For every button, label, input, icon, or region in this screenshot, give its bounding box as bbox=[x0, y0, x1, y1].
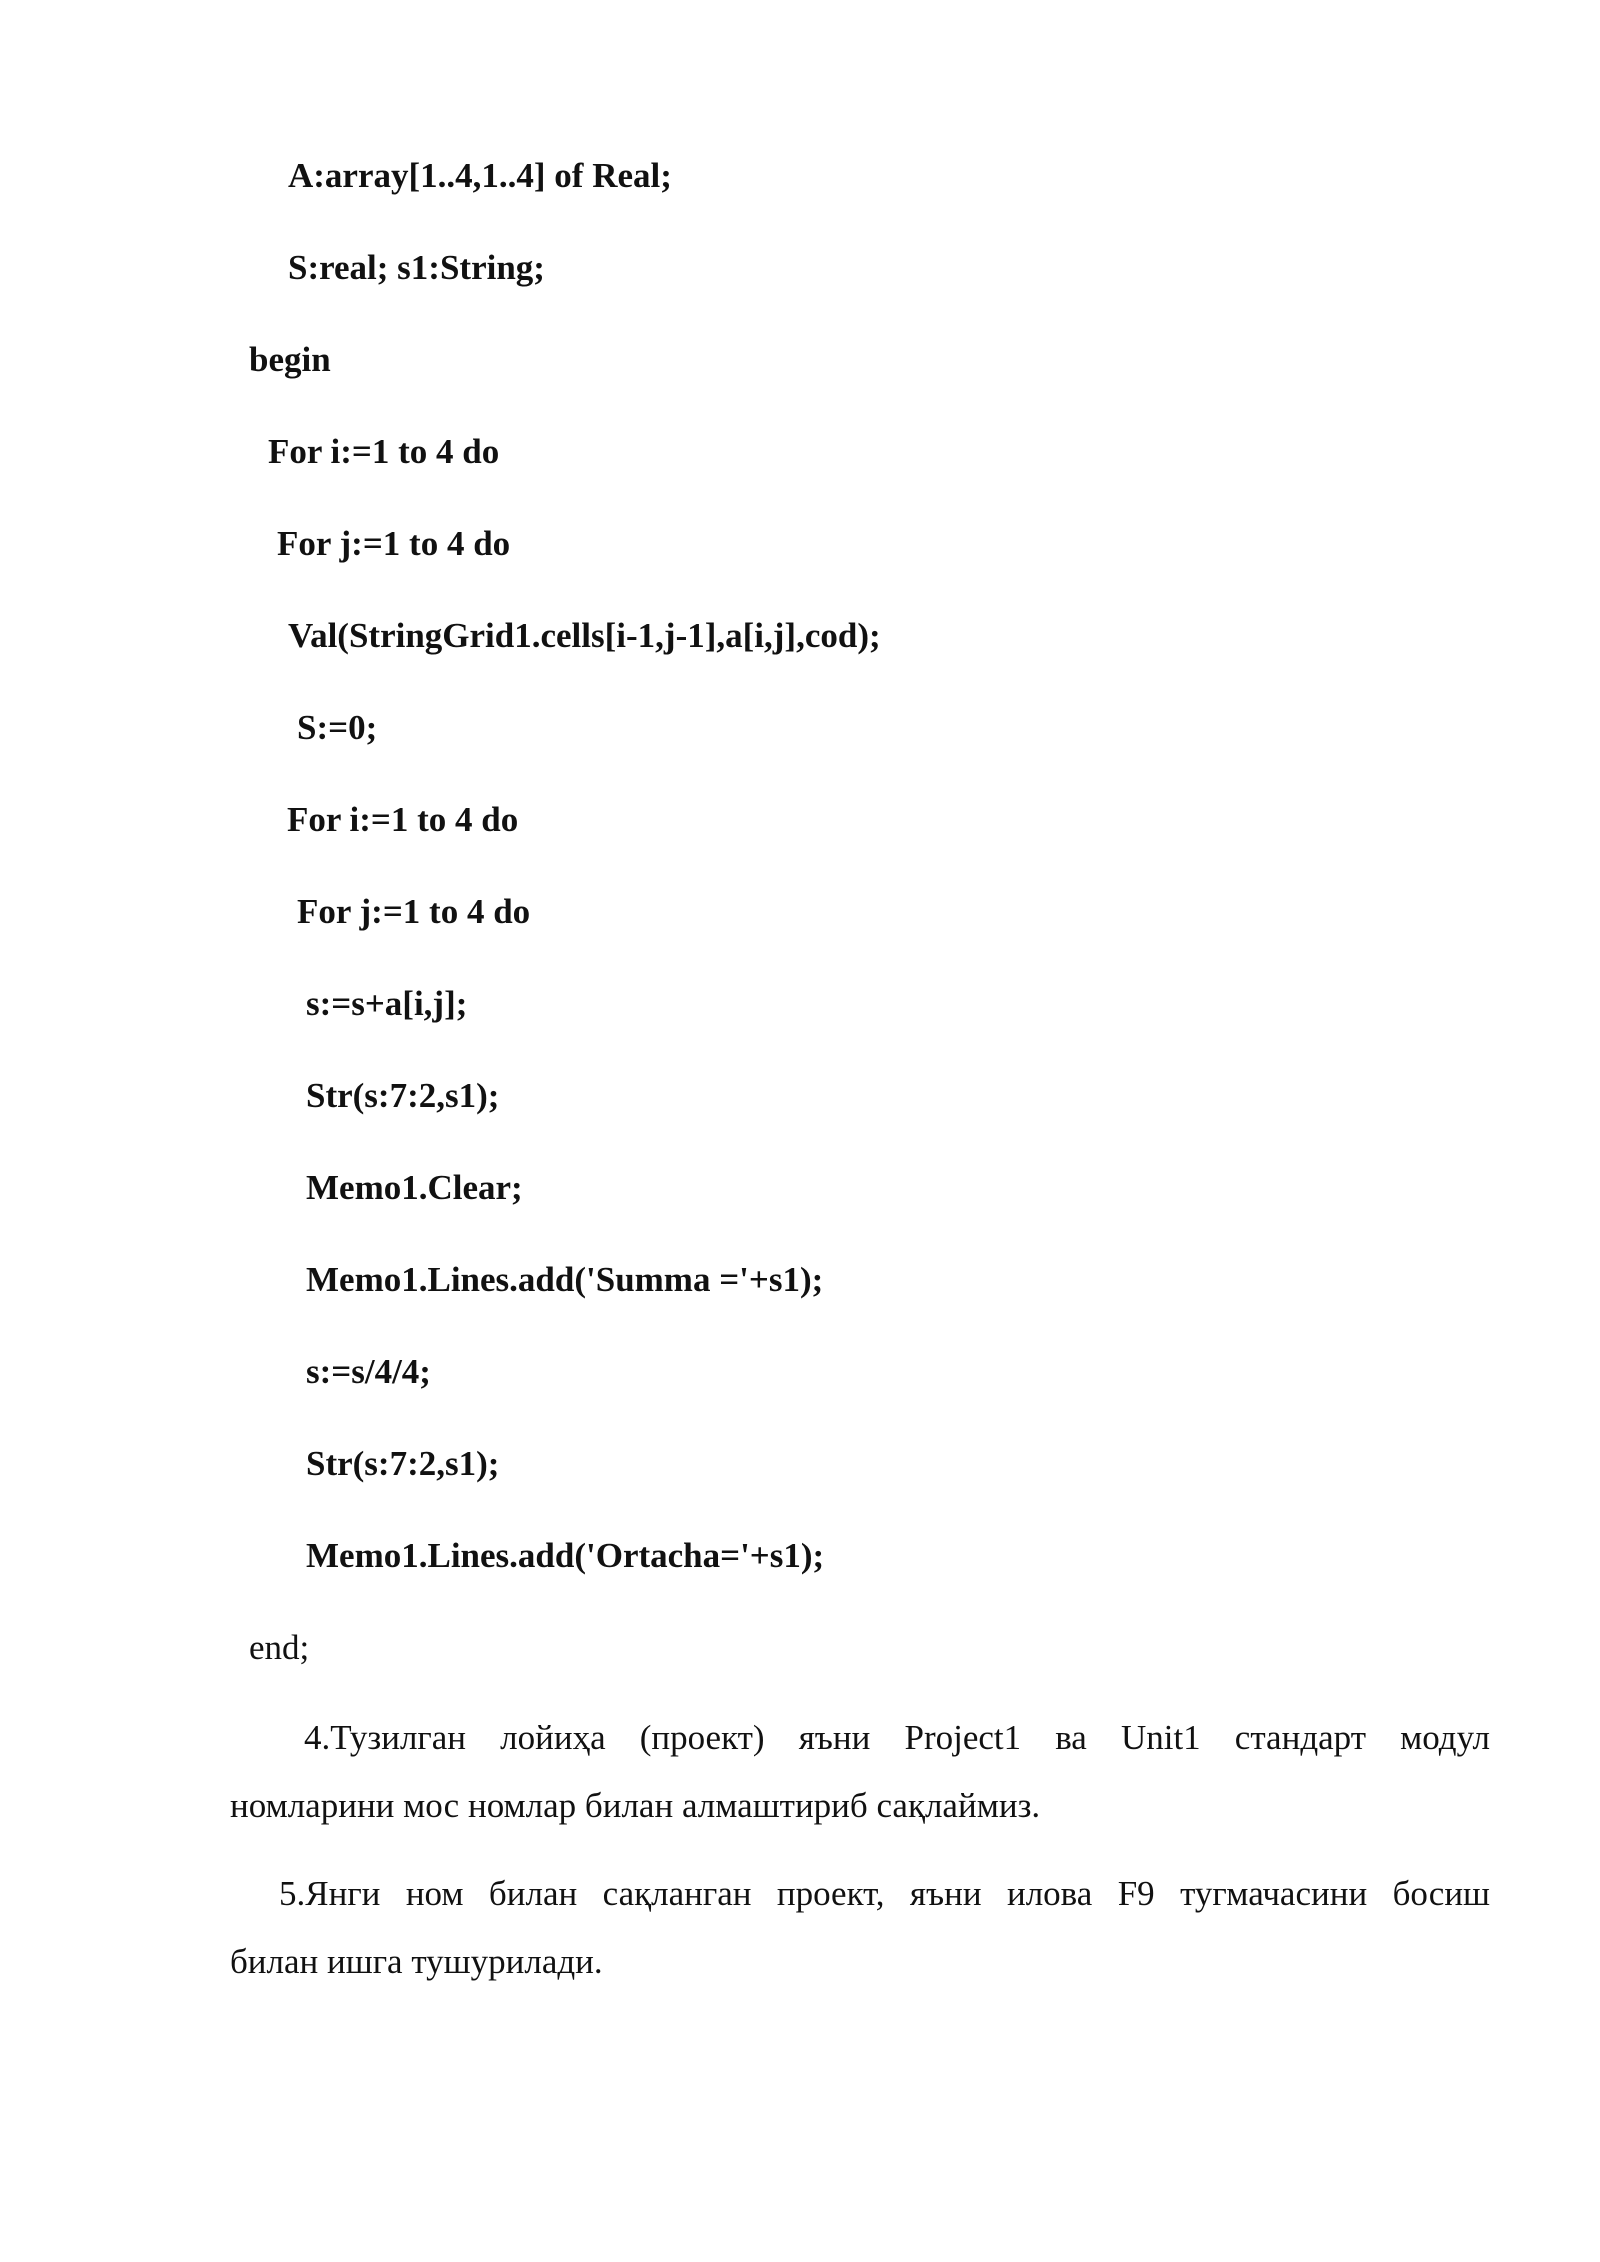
code-line-average: s:=s/4/4; bbox=[306, 1352, 431, 1391]
code-line-val: Val(StringGrid1.cells[i-1,j-1],a[i,j],cod); bbox=[288, 616, 881, 655]
code-line-s-zero: S:=0; bbox=[297, 708, 378, 747]
code-line-str-2: Str(s:7:2,s1); bbox=[306, 1444, 500, 1483]
code-line-sum: s:=s+a[i,j]; bbox=[306, 984, 468, 1023]
code-line-memo-ortacha: Memo1.Lines.add('Ortacha='+s1); bbox=[306, 1536, 825, 1575]
code-line-for-j-1: For j:=1 to 4 do bbox=[277, 524, 511, 563]
code-line-begin: begin bbox=[249, 340, 331, 379]
code-line-end: end; bbox=[249, 1628, 310, 1667]
code-line-memo-clear: Memo1.Clear; bbox=[306, 1168, 523, 1207]
code-line-str-1: Str(s:7:2,s1); bbox=[306, 1076, 500, 1115]
paragraph-step-4-line-1: 4.Тузилган лойиҳа (проект) яъни Project1 ва Unit1 стандарт модул bbox=[304, 1718, 1490, 1757]
code-line-memo-summa: Memo1.Lines.add('Summa ='+s1); bbox=[306, 1260, 824, 1299]
paragraph-step-5-line-1: 5.Янги ном билан сақланган проект, яъни илова F9 тугмачасини босиш bbox=[279, 1874, 1490, 1913]
paragraph-step-5-line-2: билан ишга тушурилади. bbox=[230, 1942, 603, 1981]
code-line-var-decl: S:real; s1:String; bbox=[288, 248, 545, 287]
paragraph-step-4-line-2: номларини мос номлар билан алмаштириб сақлаймиз. bbox=[230, 1786, 1041, 1825]
code-line-for-i-2: For i:=1 to 4 do bbox=[287, 800, 519, 839]
code-line-array-decl: A:array[1..4,1..4] of Real; bbox=[288, 156, 672, 195]
code-line-for-j-2: For j:=1 to 4 do bbox=[297, 892, 531, 931]
code-line-for-i-1: For i:=1 to 4 do bbox=[268, 432, 500, 471]
paragraph-step-5 bbox=[230, 1860, 1490, 1996]
paragraph-step-4 bbox=[230, 1704, 1490, 1840]
